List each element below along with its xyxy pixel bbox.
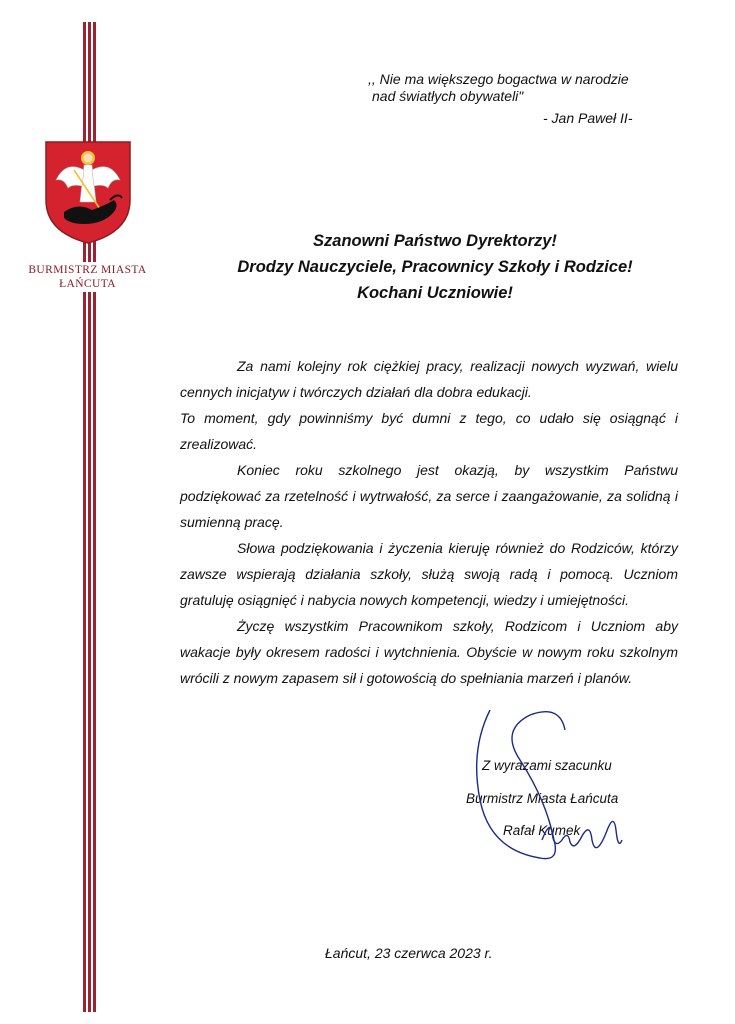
paragraph-3: Słowa podziękowania i życzenia kieruję również do Rodziców, którzy zawsze wspierają działania szkoły, służą swoją radą i pomocą. Uczniom gratuluję osiągnięć i nabycia nowych kompetencji, wiedzy i umiejętności. <box>180 540 678 608</box>
date-line: Łańcut, 23 czerwca 2023 r. <box>325 945 493 961</box>
letter-body <box>180 353 678 691</box>
paragraph-4: Życzę wszystkim Pracownikom szkoły, Rodzicom i Uczniom aby wakacje były okresem radości i wytchnienia. Obyście w nowym roku szkolnym wrócili z nowym zapasem sił i gotowością do spełniania marzeń i planów. <box>180 618 678 686</box>
quote-author: - Jan Paweł II- <box>543 110 633 126</box>
paragraph-1b: To moment, gdy powinniśmy być dumni z tego, co udało się osiągnąć i zrealizować. <box>180 410 678 452</box>
signature-closing: Z wyrazami szacunku <box>482 758 612 773</box>
greeting-line-3: Kochani Uczniowie! <box>357 284 513 302</box>
handwritten-signature <box>450 690 650 890</box>
quote-line-2: nad światłych obywateli" <box>372 88 524 104</box>
paragraph-2: Koniec roku szkolnego jest okazją, by wszystkim Państwu podziękować za rzetelność i wytrwałość, za serce i zaangażowanie, za solidną i sumienną pracę. <box>180 462 678 530</box>
signature-title: Burmistrz Miasta Łańcuta <box>466 791 619 806</box>
signature-name: Rafał Kumek <box>503 823 581 838</box>
greeting-line-2: Drodzy Nauczyciele, Pracownicy Szkoły i Rodzice! <box>237 258 633 276</box>
office-name-line1: BURMISTRZ MIASTA <box>20 262 155 278</box>
office-name-line2: ŁAŃCUTA <box>20 276 155 292</box>
coat-of-arms-icon <box>44 140 132 245</box>
paragraph-1: Za nami kolejny rok ciężkiej pracy, realizacji nowych wyzwań, wielu cennych inicjatyw i twórczych działań dla dobra edukacji. <box>180 358 678 400</box>
greeting-line-1: Szanowni Państwo Dyrektorzy! <box>313 232 557 250</box>
quote-line-1: ,, Nie ma większego bogactwa w narodzie <box>368 71 629 87</box>
